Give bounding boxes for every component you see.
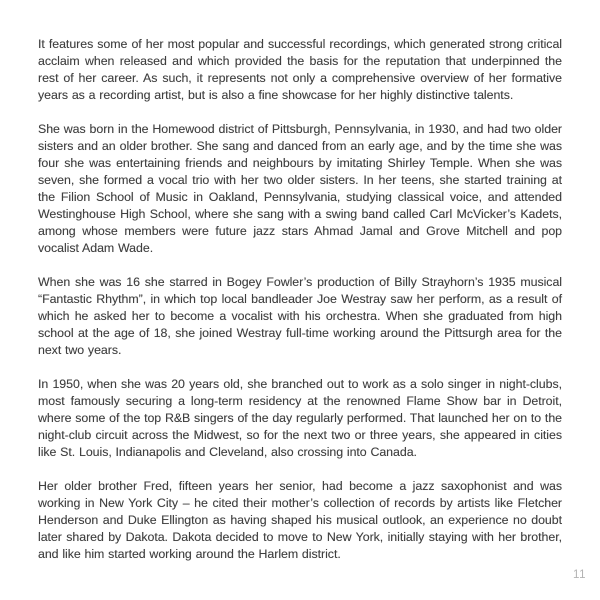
paragraph-5: Her older brother Fred, fifteen years her senior, had become a jazz saxophonist and was working in New York City – he cited their mother’s collection of records by artists like Fletcher Henderson and Duke Ellington as having shaped his musical outlook, an experience no doubt later shared by Dakota. Dakota decided to move to New York, initially staying with her brother, and like him started working around the Harlem district. <box>38 479 562 561</box>
paragraph-4: In 1950, when she was 20 years old, she branched out to work as a solo singer in night-clubs, most famously securing a long-term residency at the renowned Flame Show bar in Detroit, where some of the top R&B singers of the day regularly performed. That launched her on to the night-club circuit across the Midwest, so for the next two or three years, she appeared in cities like St. Louis, Indianapolis and Cleveland, also crossing into Canada. <box>38 377 563 459</box>
biography-text-block <box>38 36 562 563</box>
page-number: 11 <box>573 569 586 581</box>
paragraph-3: When she was 16 she starred in Bogey Fowler’s production of Billy Strayhorn’s 1935 musical “Fantastic Rhythm”, in which top local bandleader Joe Westray saw her perform, as a result of which he asked her to become a vocalist with his orchestra. When she graduated from high school at the age of 18, she joined Westray full-time working around the Pittsurgh area for the next two years. <box>38 275 562 357</box>
paragraph-2: She was born in the Homewood district of Pittsburgh, Pennsylvania, in 1930, and had two older sisters and an older brother. She sang and danced from an early age, and by the time she was four she was entertaining friends and neighbours by imitating Shirley Temple. When she was seven, she formed a vocal trio with her two older sisters. In her teens, she started training at the Filion School of Music in Oakland, Pennsylvania, studying classical voice, and attended Westinghouse High School, where she sang with a swing band called Carl McVicker’s Kadets, among whose members were future jazz stars Ahmad Jamal and Grove Mitchell and pop vocalist Adam Wade. <box>38 122 562 255</box>
paragraph-1: It features some of her most popular and successful recordings, which generated strong critical acclaim when released and which provided the basis for the reputation that underpinned the rest of her career. As such, it represents not only a comprehensive overview of her formative years as a recording artist, but is also a fine showcase for her highly distinctive talents. <box>38 37 562 102</box>
